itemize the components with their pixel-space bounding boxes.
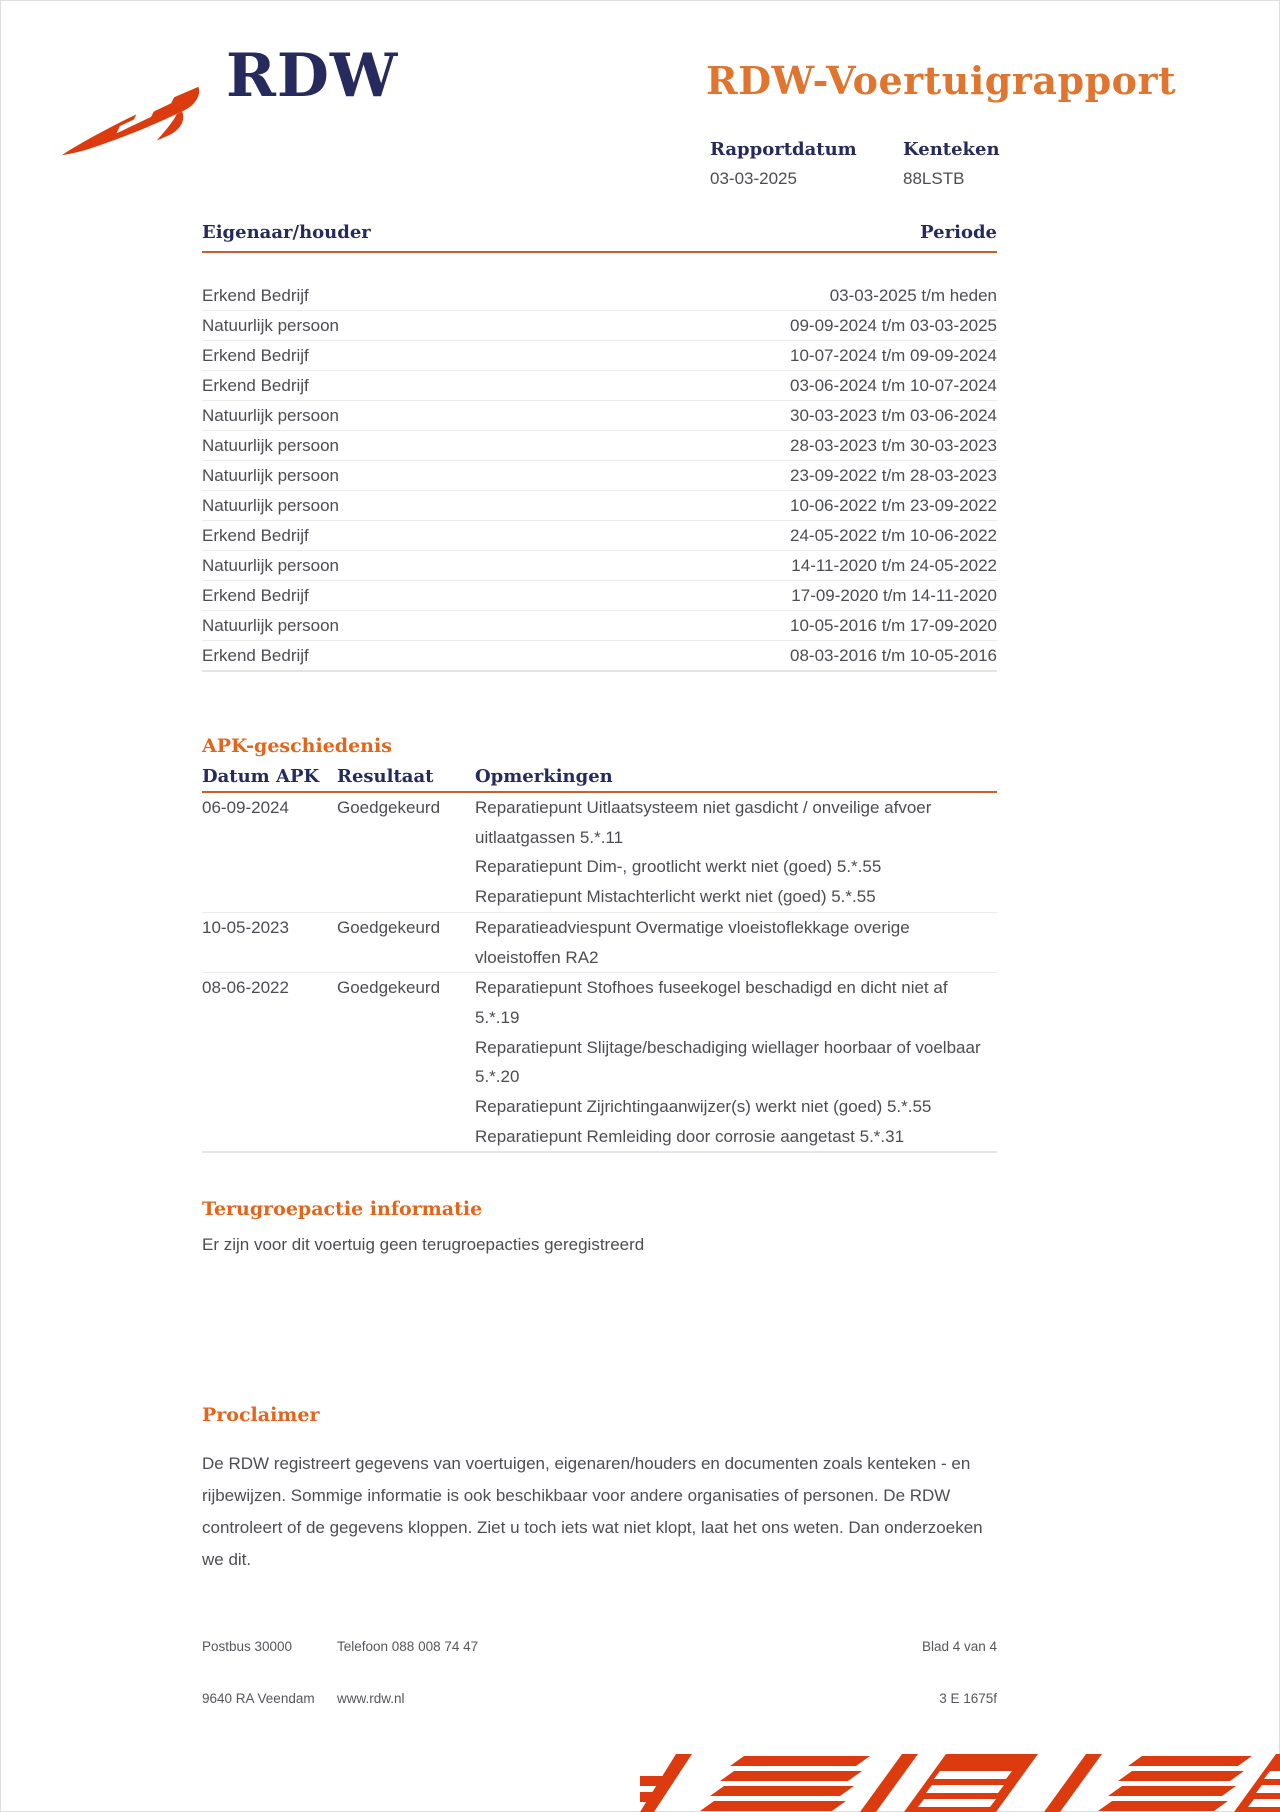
- owners-col-owner: Eigenaar/houder: [202, 222, 371, 243]
- owner-row: [202, 281, 997, 311]
- owner-period: 10-07-2024 t/m 09-09-2024: [790, 345, 997, 365]
- owner-type: Natuurlijk persoon: [202, 495, 340, 515]
- owner-row: [202, 341, 997, 371]
- owner-type: Erkend Bedrijf: [202, 645, 309, 665]
- footer-form-code: 3 E 1675f: [939, 1691, 997, 1706]
- owner-period: 10-06-2022 t/m 23-09-2022: [790, 495, 997, 515]
- owner-row: [202, 641, 997, 672]
- rdw-logo-wing-icon: [58, 82, 204, 160]
- owner-type: Natuurlijk persoon: [202, 615, 340, 635]
- owner-row: [202, 431, 997, 461]
- owner-row: [202, 551, 997, 581]
- apk-remark-line: Reparatiepunt Stofhoes fuseekogel beschadigd en dicht niet af: [475, 978, 948, 998]
- recall-section: [202, 1198, 997, 1258]
- proclaimer-heading: Proclaimer: [202, 1404, 320, 1426]
- owner-type: Natuurlijk persoon: [202, 405, 340, 425]
- owner-period: 08-03-2016 t/m 10-05-2016: [790, 645, 997, 665]
- proclaimer-text: De RDW registreert gegevens van voertuigen, eigenaren/houders en documenten zoals kenteken - en rijbewijzen. Sommige informatie is ook beschikbaar voor andere organisaties of personen. De RDW controleert of de gegevens kloppen. Ziet u toch iets wat niet klopt, laat het ons weten. Dan onderzoeken we dit.: [202, 1454, 983, 1569]
- owner-type: Erkend Bedrijf: [202, 285, 309, 305]
- owner-period: 10-05-2016 t/m 17-09-2020: [790, 615, 997, 635]
- apk-table: [202, 793, 997, 1153]
- recall-text: Er zijn voor dit voertuig geen terugroepacties geregistreerd: [202, 1235, 645, 1254]
- apk-remark-line: Reparatiepunt Dim-, grootlicht werkt niet (goed) 5.*.55: [475, 857, 882, 877]
- owners-section: [202, 222, 997, 672]
- owner-type: Erkend Bedrijf: [202, 345, 309, 365]
- owner-type: Erkend Bedrijf: [202, 525, 309, 545]
- owner-period: 17-09-2020 t/m 14-11-2020: [791, 585, 997, 605]
- owner-period: 03-06-2024 t/m 10-07-2024: [790, 375, 997, 395]
- footer-row-2: [202, 1691, 997, 1706]
- rdw-logo-text: RDW: [226, 41, 399, 111]
- apk-col-result: Resultaat: [337, 766, 434, 787]
- owner-period: 28-03-2023 t/m 30-03-2023: [790, 435, 997, 455]
- apk-remark-line: 5.*.19: [475, 1007, 520, 1027]
- owner-type: Natuurlijk persoon: [202, 315, 340, 335]
- apk-result: Goedgekeurd: [337, 917, 441, 937]
- apk-remark-line: Reparatiepunt Mistachterlicht werkt niet (goed) 5.*.55: [475, 887, 876, 907]
- apk-row: [202, 913, 997, 973]
- apk-date: 06-09-2024: [202, 798, 289, 817]
- apk-remarks: [475, 973, 997, 1151]
- footer-page-number: Blad 4 van 4: [921, 1639, 997, 1654]
- owner-period: 24-05-2022 t/m 10-06-2022: [790, 525, 997, 545]
- owner-row: [202, 371, 997, 401]
- owners-col-period: Periode: [920, 222, 997, 243]
- owners-header: [202, 222, 997, 243]
- report-date-label: Rapportdatum: [710, 139, 857, 160]
- apk-result: Goedgekeurd: [337, 978, 441, 998]
- owner-type: Natuurlijk persoon: [202, 465, 340, 485]
- owner-row: [202, 581, 997, 611]
- footer-row-1: [202, 1639, 997, 1654]
- apk-row: [202, 793, 997, 913]
- footer-postbus: Postbus 30000: [202, 1639, 293, 1654]
- apk-row: [202, 973, 997, 1153]
- apk-remark-line: Reparatiepunt Uitlaatsysteem niet gasdicht / onveilige afvoer: [475, 798, 932, 817]
- owner-type: Erkend Bedrijf: [202, 585, 309, 605]
- owners-rule: [202, 251, 997, 253]
- owner-period: 14-11-2020 t/m 24-05-2022: [791, 555, 997, 575]
- owner-period: 23-09-2022 t/m 28-03-2023: [790, 465, 997, 485]
- owner-row: [202, 521, 997, 551]
- footer: [202, 1639, 997, 1706]
- report-title: RDW-Voertuigrapport: [706, 58, 1177, 103]
- apk-remark-line: Reparatiepunt Slijtage/beschadiging wiellager hoorbaar of voelbaar: [475, 1037, 981, 1057]
- apk-table-header: [202, 766, 997, 787]
- footer-phone: Telefoon 088 008 74 47: [337, 1639, 479, 1654]
- apk-col-remarks: Opmerkingen: [475, 766, 613, 787]
- footer-deco-stripes-graphic: [640, 1754, 1280, 1812]
- owner-row: [202, 401, 997, 431]
- owner-row: [202, 311, 997, 341]
- apk-heading: APK-geschiedenis: [202, 735, 392, 757]
- report-date-value: 03-03-2025: [710, 169, 797, 188]
- plate-value: 88LSTB: [903, 169, 965, 188]
- apk-remarks: [475, 793, 997, 912]
- apk-remark-line: uitlaatgassen 5.*.11: [475, 827, 624, 847]
- owner-period: 30-03-2023 t/m 03-06-2024: [790, 405, 997, 425]
- apk-remark-line: 5.*.20: [475, 1067, 520, 1087]
- proclaimer-section: [202, 1404, 997, 1576]
- apk-remark-line: Reparatiepunt Zijrichtingaanwijzer(s) werkt niet (goed) 5.*.55: [475, 1097, 932, 1117]
- owner-row: [202, 461, 997, 491]
- owner-row: [202, 611, 997, 641]
- owner-type: Natuurlijk persoon: [202, 435, 340, 455]
- owner-period: 09-09-2024 t/m 03-03-2025: [790, 315, 997, 335]
- apk-remark-line: Reparatieadviespunt Overmatige vloeistoflekkage overige: [475, 917, 910, 937]
- apk-remark-line: vloeistoffen RA2: [475, 947, 599, 967]
- apk-col-date: Datum APK: [202, 766, 320, 787]
- apk-remarks: [475, 913, 997, 972]
- apk-date: 08-06-2022: [202, 978, 289, 998]
- owners-table: [202, 281, 997, 672]
- owner-type: Erkend Bedrijf: [202, 375, 309, 395]
- footer-city: 9640 RA Veendam: [202, 1691, 315, 1706]
- owner-period: 03-03-2025 t/m heden: [829, 285, 997, 305]
- apk-date: 10-05-2023: [202, 917, 289, 937]
- apk-remark-line: Reparatiepunt Remleiding door corrosie aangetast 5.*.31: [475, 1126, 905, 1146]
- owner-row: [202, 491, 997, 521]
- footer-website: www.rdw.nl: [337, 1691, 405, 1706]
- apk-result: Goedgekeurd: [337, 798, 441, 817]
- recall-heading: Terugroepactie informatie: [202, 1198, 483, 1220]
- owner-type: Natuurlijk persoon: [202, 555, 340, 575]
- plate-label: Kenteken: [903, 139, 1000, 160]
- apk-section: [202, 735, 997, 1153]
